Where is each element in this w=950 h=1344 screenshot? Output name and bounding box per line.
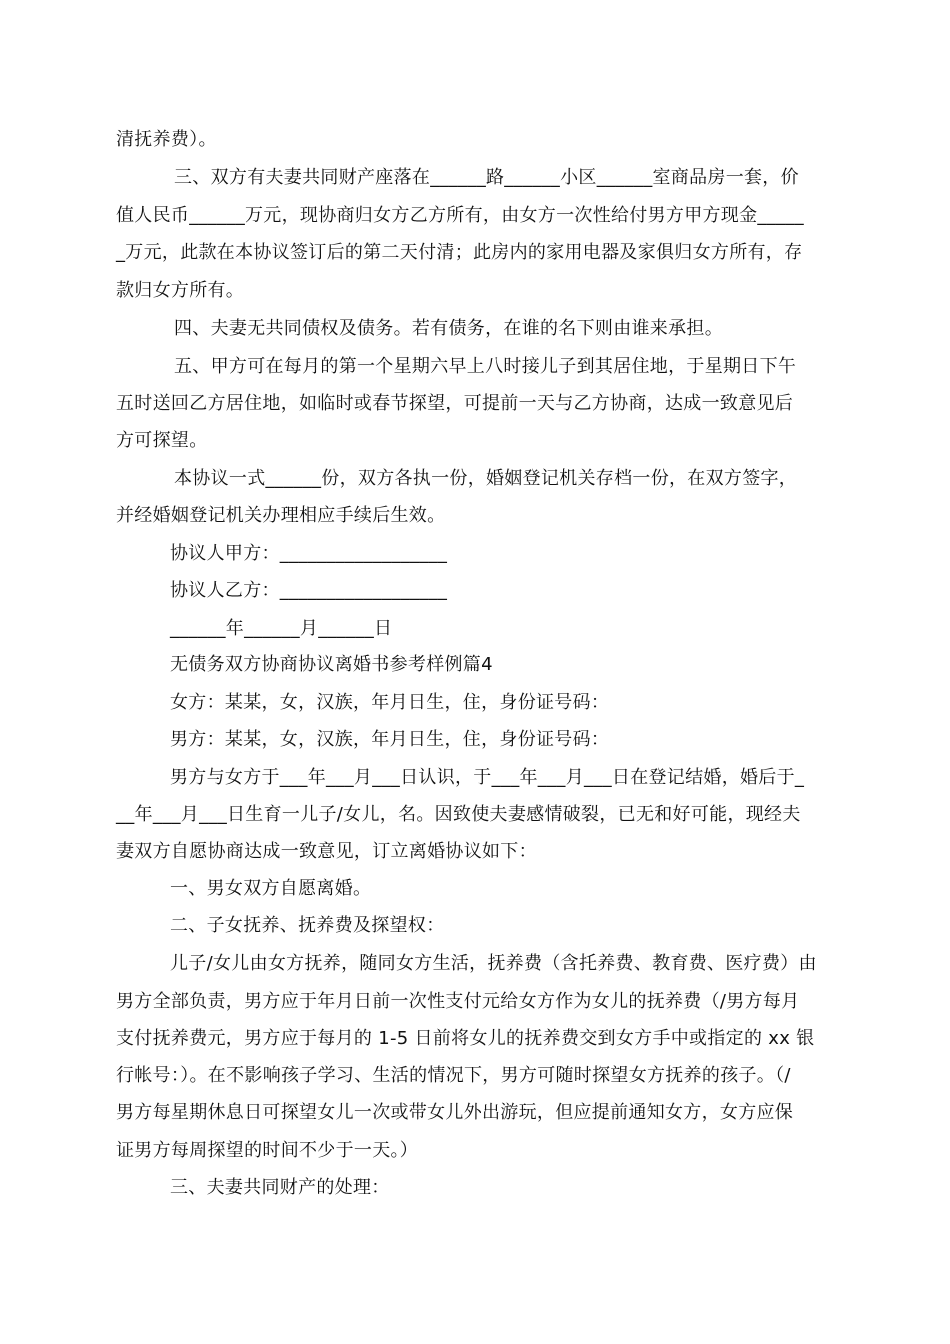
text-line: 证男方每周探望的时间不少于一天。） xyxy=(116,1140,419,1161)
text-line: __年___月___日生育一儿子/女儿，名。因致使夫妻感情破裂，已无和好可能，现经夫 xyxy=(116,804,801,825)
text-line: 儿子/女儿由女方抚养，随同女方生活，抚养费（含托养费、教育费、医疗费）由 xyxy=(170,953,817,974)
text-line: 协议人甲方：__________________ xyxy=(170,543,448,564)
text-line: 协议人乙方：__________________ xyxy=(170,580,448,601)
text-line: 并经婚姻登记机关办理相应手续后生效。 xyxy=(116,505,446,526)
text-line: 三、夫妻共同财产的处理： xyxy=(170,1177,390,1198)
text-line: 女方：某某，女，汉族，年月日生，住，身份证号码： xyxy=(170,692,610,713)
text-line: 二、子女抚养、抚养费及探望权： xyxy=(170,915,445,936)
text-line: 行帐号：）。在不影响孩子学习、生活的情况下，男方可随时探望女方抚养的孩子。（/ xyxy=(116,1065,791,1086)
text-line: 方可探望。 xyxy=(116,430,208,451)
text-line: 男方与女方于___年___月___日认识，于___年___月___日在登记结婚，婚后于_ xyxy=(170,767,805,788)
text-line: 无债务双方协商协议离婚书参考样例篇4 xyxy=(170,654,493,675)
text-line: 五时送回乙方居住地，如临时或春节探望，可提前一天与乙方协商，达成一致意见后 xyxy=(116,393,794,414)
text-line: 本协议一式______份，双方各执一份，婚姻登记机关存档一份，在双方签字， xyxy=(174,468,798,489)
text-line: 值人民币______万元，现协商归女方乙方所有，由女方一次性给付男方甲方现金_____ xyxy=(116,205,804,226)
text-line: 四、夫妻无共同债权及债务。若有债务，在谁的名下则由谁来承担。 xyxy=(174,318,723,339)
text-line: 一、男女双方自愿离婚。 xyxy=(170,878,372,899)
text-line: 支付抚养费元，男方应于每月的 1-5 日前将女儿的抚养费交到女方手中或指定的 xx 银 xyxy=(116,1028,815,1049)
text-line: 五、甲方可在每月的第一个星期六早上八时接儿子到其居住地，于星期日下午 xyxy=(174,356,797,377)
text-line: 男方全部负责，男方应于年月日前一次性支付元给女方作为女儿的抚养费（/男方每月 xyxy=(116,991,800,1012)
text-line: ______年______月______日 xyxy=(170,618,393,639)
text-line: 男方：某某，女，汉族，年月日生，住，身份证号码： xyxy=(170,729,610,750)
text-line: 款归女方所有。 xyxy=(116,280,245,301)
text-line: 清抚养费）。 xyxy=(116,129,217,150)
text-line: 男方每星期休息日可探望女儿一次或带女儿外出游玩，但应提前通知女方，女方应保 xyxy=(116,1102,794,1123)
text-line: _万元，此款在本协议签订后的第二天付清；此房内的家用电器及家俱归女方所有，存 xyxy=(116,242,803,263)
text-line: 三、双方有夫妻共同财产座落在______路______小区______室商品房一套，价 xyxy=(174,167,799,188)
text-line: 妻双方自愿协商达成一致意见，订立离婚协议如下： xyxy=(116,841,537,862)
